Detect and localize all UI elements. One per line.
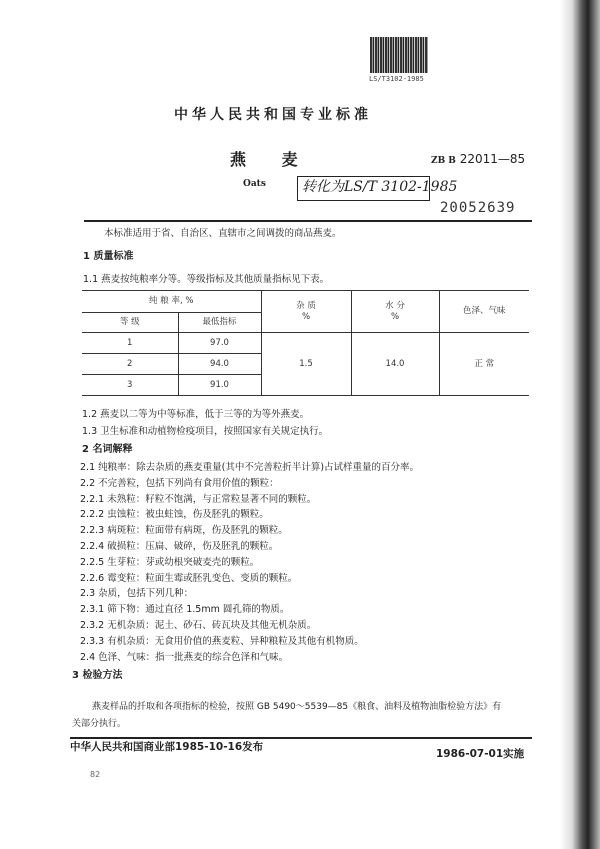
barcode [370,37,428,73]
list-item: 2.3.3 有机杂质：无食用价值的燕麦粒、异种粮粒及其他有机物质。 [80,635,364,647]
min-value: 91.0 [178,375,261,396]
stamp: 转化为LS/T 3102-1985 [297,176,430,201]
list-item: 2.2 不完善粒，包括下列尚有食用价值的颗粒： [80,477,279,489]
list-item: 2.2.5 生芽粒：芽或幼根突破麦壳的颗粒。 [80,556,260,568]
list-item: 2.2.1 未熟粒：籽粒不饱满，与正常粒显著不同的颗粒。 [80,493,317,505]
th-grade: 等 级 [82,313,178,333]
section2-heading: 2 名词解释 [82,444,133,455]
section3-para: 燕麦样品的扦取和各项指标的检验，按照 GB 5490～5539—85《粮食、油料及植物油脂检验方法》有 [92,702,502,712]
clause-1-2: 1.2 燕麦以二等为中等标准，低于三等的为等外燕麦。 [82,409,310,420]
archive-number: 20052639 [440,200,516,216]
grade: 1 [82,333,178,354]
list-item: 2.3 杂质，包括下列几种： [80,588,194,600]
th-min: 最低指标 [178,313,261,333]
header-rule [84,220,532,222]
list-item: 2.2.6 霉变粒：粒面生霉或胚乳变色、变质的颗粒。 [80,572,298,584]
list-item: 2.2.2 虫蚀粒：被虫蛀蚀，伤及胚乳的颗粒。 [80,509,269,521]
list-item: 2.4 色泽、气味：指一批燕麦的综合色泽和气味。 [80,651,289,663]
scan-edge [560,0,600,849]
intro: 本标准适用于省、自治区、直辖市之间调拨的商品燕麦。 [104,228,342,239]
th-color: 色泽、气味 [439,291,529,333]
list-item: 2.3.1 筛下物：通过直径 1.5mm 圆孔筛的物质。 [80,604,290,616]
quality-table [82,290,529,396]
issued-date: 中华人民共和国商业部1985-10-16发布 [70,741,264,753]
color-value: 正 常 [439,333,529,396]
english-title: Oats [243,179,266,189]
section3-para-cont: 关部分执行。 [72,719,127,729]
impurity-value: 1.5 [261,333,351,396]
page-number: 82 [90,770,101,779]
section3-heading: 3 检验方法 [72,670,123,681]
grade: 3 [82,375,178,396]
list-item: 2.2.4 破损粒：压扁、破碎，伤及胚乳的颗粒。 [80,540,279,552]
doc-code [431,152,525,167]
th-moisture: 水 分 % [351,291,439,333]
doc-code-number: 22011—85 [459,152,526,166]
list-item: 2.1 纯粮率：除去杂质的燕麦重量(其中不完善粒折半计算)占试样重量的百分率。 [80,462,420,473]
clause-1-3: 1.3 卫生标准和动植物检疫项目，按照国家有关规定执行。 [82,426,329,437]
min-value: 94.0 [178,354,261,375]
clause-1-1: 1.1 燕麦按纯粮率分等。等级指标及其他质量指标见下表。 [83,274,330,285]
effective-date: 1986-07-01实施 [436,748,525,760]
th-purity: 纯 粮 率, % [82,291,261,313]
list-item: 2.2.3 病斑粒：粒面带有病斑，伤及胚乳的颗粒。 [80,525,288,537]
grade: 2 [82,354,178,375]
header-title: 中华人民共和国专业标准 [174,107,372,123]
th-impurity: 杂 质 % [261,291,351,333]
section1-heading: 1 质量标准 [83,251,134,262]
table-row [82,333,529,354]
barcode-label: LS/T3102-1985 [369,75,424,83]
list-item: 2.3.2 无机杂质：泥土、砂石、砖瓦块及其他无机杂质。 [80,619,317,631]
definitions-list [80,460,419,665]
moisture-value: 14.0 [351,333,439,396]
doc-code-prefix: ZB B [431,156,456,166]
footer-rule [70,737,532,739]
min-value: 97.0 [178,333,261,354]
doc-title: 燕 麦 [230,150,298,169]
